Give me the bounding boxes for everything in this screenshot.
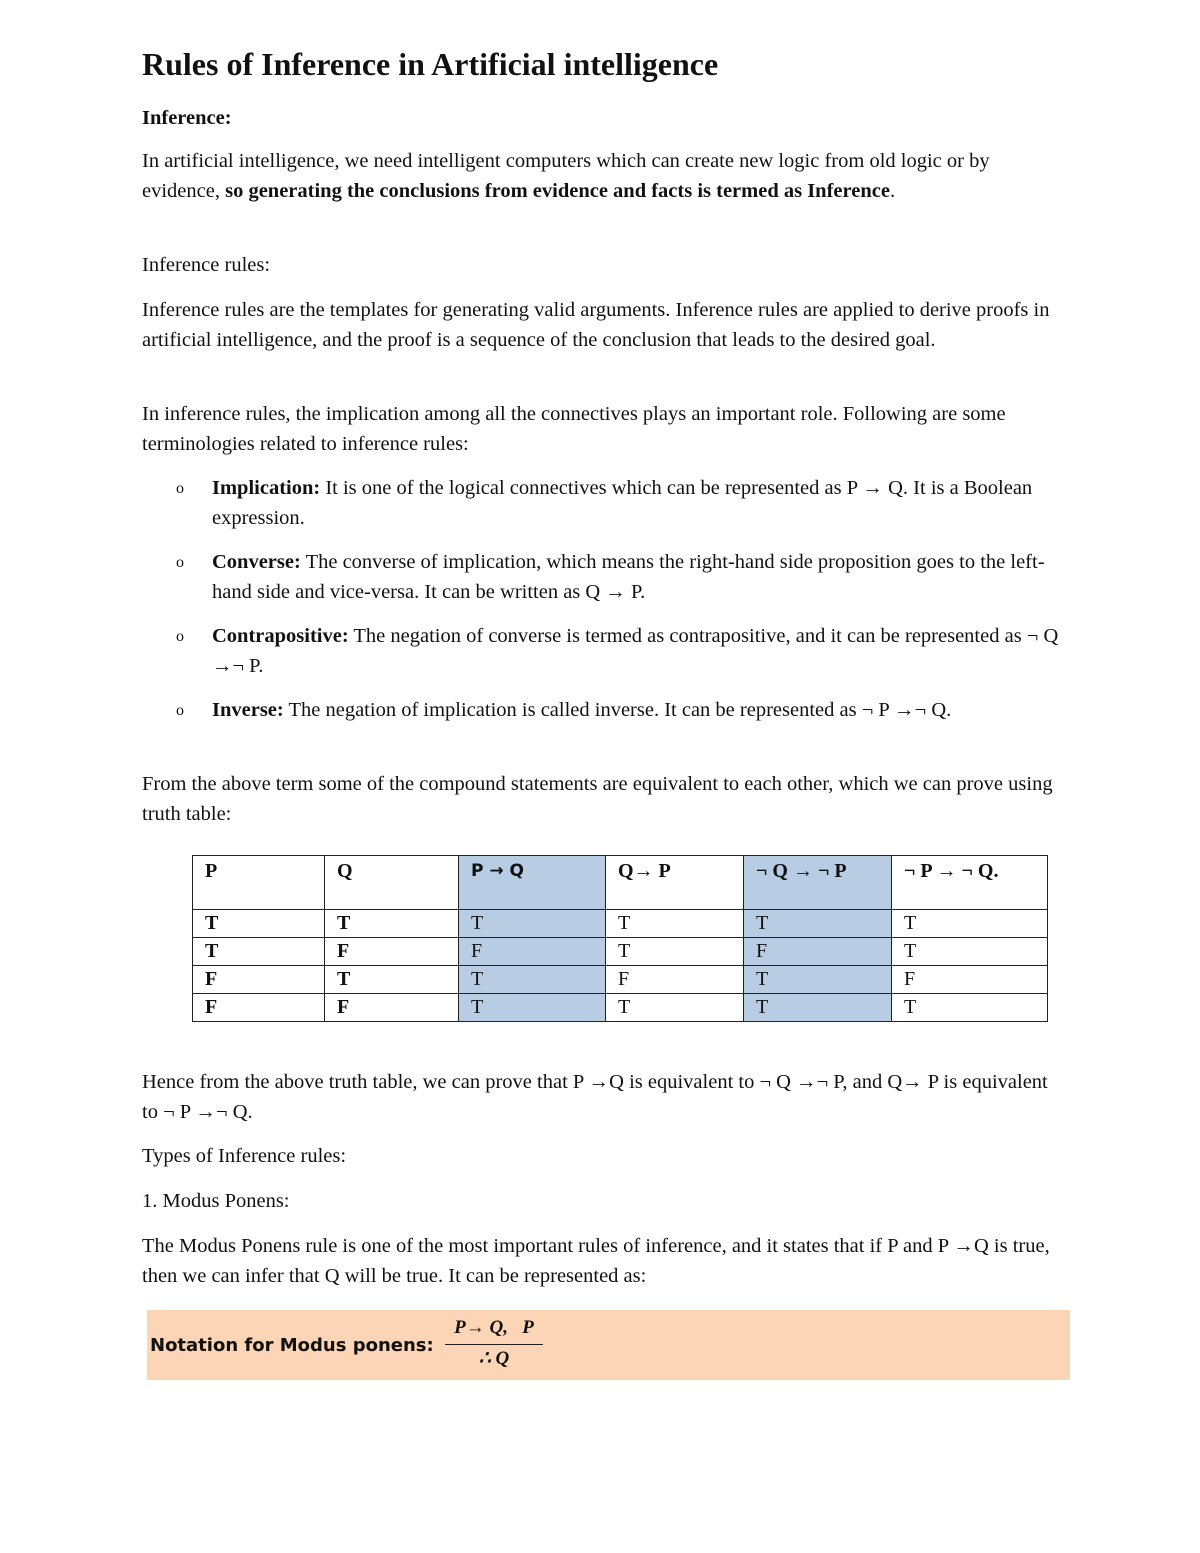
notation-label: Notation for Modus ponens: [150,1335,434,1356]
table-cell: T [193,938,325,966]
section-heading-rules: Inference rules: [142,254,271,276]
truth-table [192,855,1048,1022]
table-cell: F [744,938,892,966]
paragraph-implication: In inference rules, the implication among all the connectives plays an important role. Following are some terminologies related to inference rules: [142,403,1006,455]
table-cell: T [325,910,459,938]
table-header-row [193,856,1048,910]
table-cell: T [459,910,606,938]
paragraph-rules: Inference rules are the templates for generating valid arguments. Inference rules are applied to derive proofs in artificial intelligence, and the proof is a sequence of the conclusion that leads to the desired goal. [142,299,1050,351]
table-cell: T [193,910,325,938]
table-cell: F [193,994,325,1022]
table-header: Q [325,856,459,910]
table-header: ¬ P → ¬ Q. [892,856,1048,910]
table-cell: T [325,966,459,994]
paragraph-truth-table-intro: From the above term some of the compound statements are equivalent to each other, which we can prove using truth table: [142,773,1053,825]
table-cell: T [744,966,892,994]
table-cell: T [744,910,892,938]
table-cell: T [606,994,744,1022]
paragraph-modus-ponens: The Modus Ponens rule is one of the most important rules of inference, and it states that if P and P →Q is true, then we can infer that Q will be true. It can be represented as: [142,1235,1050,1287]
table-cell: F [325,938,459,966]
table-header: ¬ Q → ¬ P [744,856,892,910]
notation-denominator: ∴ Q [478,1348,510,1369]
table-header: P → Q [459,856,606,910]
table-cell: T [744,994,892,1022]
table-row [193,938,1048,966]
section-heading-modus-ponens: 1. Modus Ponens: [142,1190,290,1212]
table-row [193,966,1048,994]
table-header: P [193,856,325,910]
notation-box [147,1310,1070,1380]
paragraph-inference-definition: In artificial intelligence, we need intelligent computers which can create new logic from old logic or by evidence, so generating the conclusions from evidence and facts is termed as Inference. [142,150,990,202]
table-cell: T [606,938,744,966]
notation-fraction [445,1316,543,1373]
table-cell: T [892,938,1048,966]
table-header: Q→ P [606,856,744,910]
table-cell: F [325,994,459,1022]
section-heading-inference: Inference: [142,107,232,129]
table-cell: T [459,994,606,1022]
section-heading-types: Types of Inference rules: [142,1145,347,1167]
table-cell: F [892,966,1048,994]
table-cell: F [193,966,325,994]
table-cell: F [606,966,744,994]
table-row [193,910,1048,938]
table-cell: T [606,910,744,938]
table-row [193,994,1048,1022]
table-cell: T [892,994,1048,1022]
paragraph-equivalence: Hence from the above truth table, we can prove that P →Q is equivalent to ¬ Q →¬ P, and Q→ P is equivalent to ¬ P →¬ Q. [142,1071,1048,1123]
notation-numerator: P→ Q, P [445,1316,543,1345]
table-cell: F [459,938,606,966]
page-title: Rules of Inference in Artificial intelligence [142,46,719,82]
table-cell: T [459,966,606,994]
table-cell: T [892,910,1048,938]
